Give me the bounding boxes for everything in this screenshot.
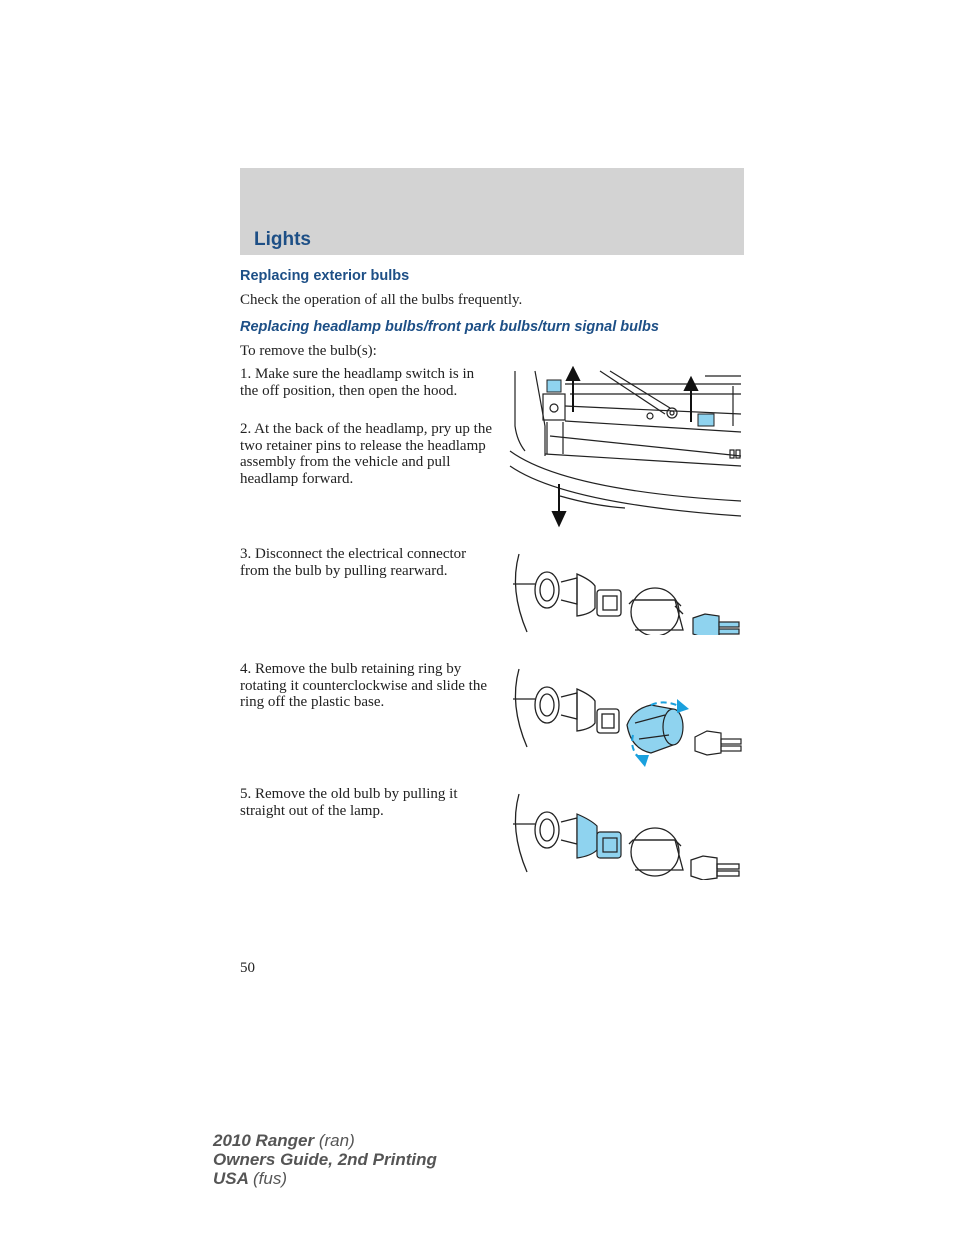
step-3: 3. Disconnect the electrical connector from the bulb by pulling rearward. <box>240 546 467 579</box>
disconnect-connector-illustration <box>505 550 745 635</box>
step-1: 1. Make sure the headlamp switch is in the off position, then open the hood. <box>240 366 475 399</box>
footer-model-code: (ran) <box>318 1131 355 1150</box>
footer-market-code: (fus) <box>253 1169 287 1188</box>
subsection-lead: To remove the bulb(s): <box>240 343 377 359</box>
step-2: 2. At the back of the headlamp, pry up the two retainer pins to release the headlamp assembly from the vehicle and pull headlamp forward. <box>240 421 493 487</box>
footer-model: 2010 Ranger <box>213 1131 315 1150</box>
page-number: 50 <box>240 960 255 976</box>
remove-bulb-illustration <box>505 790 745 880</box>
rotate-retaining-ring-illustration <box>505 665 745 773</box>
step-4: 4. Remove the bulb retaining ring by rotating it counterclockwise and slide the ring off the plastic base. <box>240 661 488 710</box>
section-heading: Replacing exterior bulbs <box>240 268 410 284</box>
document-footer <box>213 1131 437 1188</box>
footer-guide: Owners Guide, 2nd Printing <box>213 1150 437 1169</box>
headlamp-removal-illustration <box>505 366 745 531</box>
header-band <box>240 168 744 255</box>
page-title: Lights <box>254 229 311 250</box>
section-intro: Check the operation of all the bulbs frequently. <box>240 292 523 308</box>
footer-market: USA <box>213 1169 249 1188</box>
subsection-heading: Replacing headlamp bulbs/front park bulbs/turn signal bulbs <box>240 319 659 335</box>
step-5: 5. Remove the old bulb by pulling it straight out of the lamp. <box>240 786 458 819</box>
